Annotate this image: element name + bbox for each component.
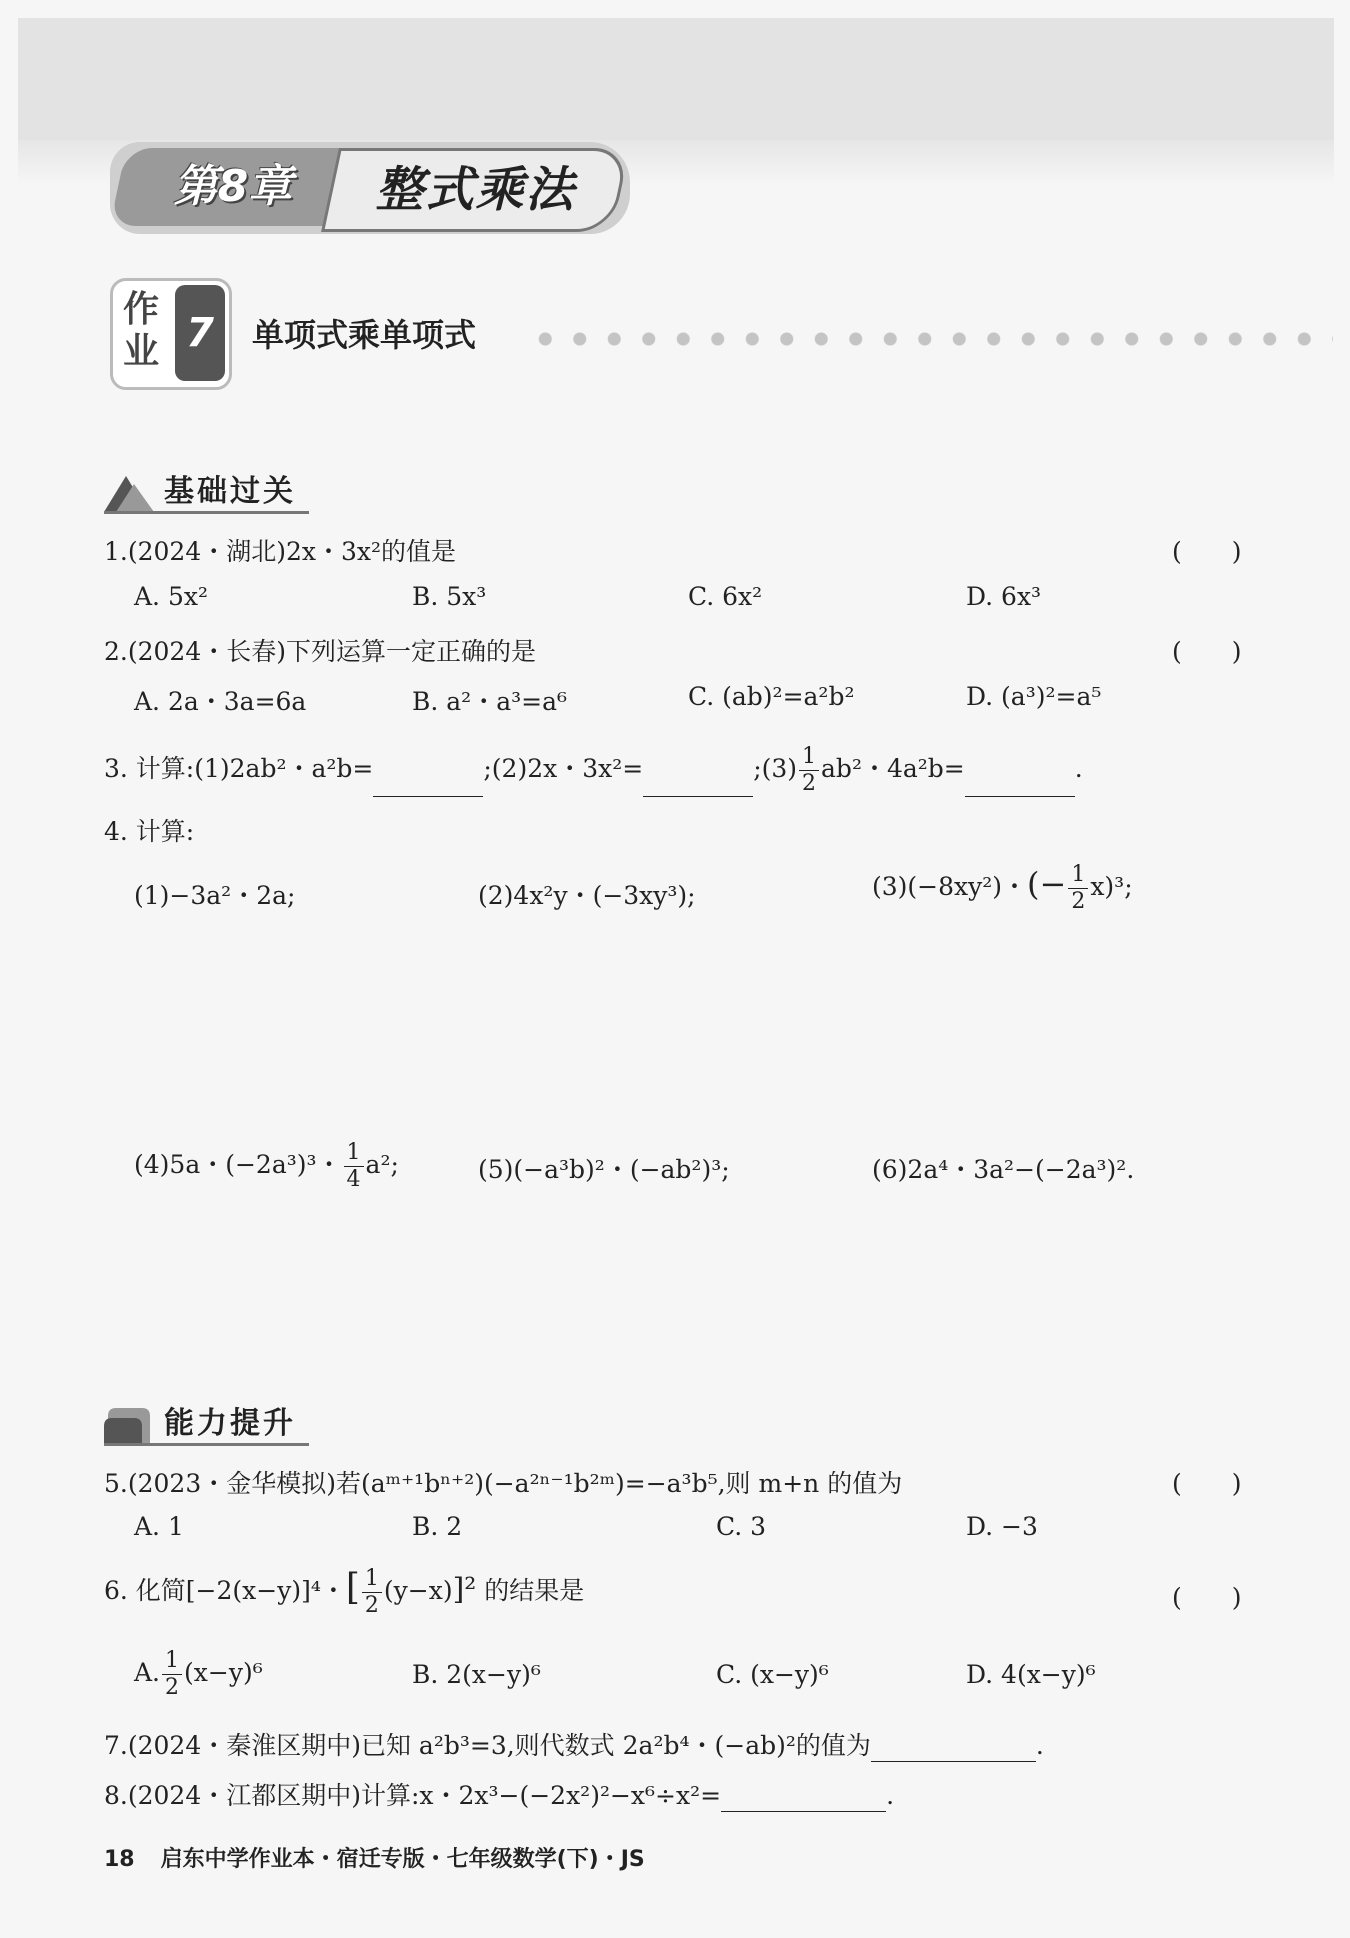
q3-blank-3[interactable]: [965, 796, 1075, 797]
q7-end: .: [1035, 1731, 1044, 1760]
q2-option-a: A. 2a・3a=6a: [134, 687, 307, 716]
lesson-badge: [110, 278, 232, 390]
section-underline: [104, 511, 309, 514]
q4-part4-b: a²;: [365, 1150, 399, 1179]
q3-part1: 3. 计算:(1)2ab²・a²b=: [104, 754, 374, 783]
section-basic-label: 基础过关: [164, 474, 296, 509]
q3-fraction: [799, 744, 819, 797]
q6-option-a: [134, 1648, 263, 1701]
q4-part6: (6)2a⁴・3a²−(−2a³)².: [872, 1155, 1135, 1184]
q7-blank[interactable]: [871, 1761, 1036, 1762]
q6-bracket-open: [: [345, 1567, 360, 1608]
q6-bracket-close: ]²: [452, 1572, 477, 1607]
chapter-title: 整式乘法: [375, 162, 576, 218]
q8-blank[interactable]: [721, 1811, 886, 1812]
q6-stem-b: 的结果是: [476, 1576, 585, 1605]
q4-part3-fraction: [1068, 862, 1088, 915]
q6-answer-paren: ( ): [1172, 1583, 1242, 1612]
q4-part1: (1)−3a²・2a;: [134, 881, 296, 910]
page-footer: [104, 1842, 645, 1873]
q5-option-b: B. 2: [412, 1512, 463, 1541]
section-advanced-header: [104, 1398, 314, 1446]
lesson-number: 7: [175, 285, 225, 381]
q6-stem: [104, 1566, 584, 1619]
q5-option-c: C. 3: [716, 1512, 767, 1541]
q4-part4-a: (4)5a・(−2a³)³・: [134, 1150, 342, 1179]
q1-option-d: D. 6x³: [966, 582, 1042, 611]
q8-end: .: [886, 1781, 895, 1810]
q4-part4-frac-numerator: 1: [344, 1140, 364, 1167]
q5-option-d: D. −3: [966, 1512, 1038, 1541]
q2-option-b: B. a²・a³=a⁶: [412, 687, 567, 716]
q3-part3a: ;(3): [753, 754, 798, 783]
q6-option-a-fraction: [162, 1648, 182, 1701]
q4-part3-a: (3)(−8xy²)・: [872, 872, 1028, 901]
page-number: 18: [104, 1847, 135, 1872]
q6-frac-numerator: 1: [362, 1566, 382, 1593]
q2-option-d: D. (a³)²=a⁵: [966, 682, 1102, 711]
q4-part3-frac-numerator: 1: [1068, 862, 1088, 889]
lesson-prefix: 作业: [123, 289, 160, 372]
q1-option-b: B. 5x³: [412, 582, 487, 611]
q8-stem: 8.(2024・江都区期中)计算:x・2x³−(−2x²)²−x⁶÷x²=: [104, 1781, 722, 1810]
q8-line: [104, 1776, 894, 1812]
q6-option-a-label: A.: [134, 1658, 161, 1687]
q6-option-d: D. 4(x−y)⁶: [966, 1660, 1096, 1689]
q4-part3-frac-denominator: 2: [1071, 889, 1086, 914]
q4-part3-open: (−: [1027, 865, 1067, 903]
q4-part4-frac-denominator: 4: [346, 1167, 361, 1192]
dotted-divider: [528, 332, 1333, 346]
mountain-icon: [104, 470, 154, 512]
q6-option-a-frac-denominator: 2: [165, 1675, 180, 1700]
q4-stem: 4. 计算:: [104, 817, 195, 846]
q3-blank-2[interactable]: [643, 796, 753, 797]
section-underline: [104, 1443, 309, 1446]
stairs-icon: [104, 1402, 154, 1444]
q7-stem: 7.(2024・秦淮区期中)已知 a²b³=3,则代数式 2a²b⁴・(−ab)²的值为: [104, 1731, 871, 1760]
q2-option-c: C. (ab)²=a²b²: [688, 682, 855, 711]
book-title: 启东中学作业本・宿迁专版・七年级数学(下)・JS: [160, 1847, 645, 1872]
q6-option-a-frac-numerator: 1: [162, 1648, 182, 1675]
chapter-label: 第8章: [173, 161, 293, 212]
q5-stem: 5.(2023・金华模拟)若(aᵐ⁺¹bⁿ⁺²)(−a²ⁿ⁻¹b²ᵐ)=−a³b⁵,则 m+n 的值为: [104, 1469, 903, 1498]
q6-fraction: [362, 1566, 382, 1619]
q6-option-b: B. 2(x−y)⁶: [412, 1660, 541, 1689]
section-advanced-label: 能力提升: [164, 1406, 296, 1441]
q7-line: [104, 1726, 1044, 1762]
lesson-title: 单项式乘单项式: [252, 316, 477, 354]
q4-part3: [872, 862, 1133, 915]
q3-end: .: [1074, 754, 1083, 783]
q6-bracket-inner: (y−x): [383, 1576, 453, 1605]
q3-frac-denominator: 2: [802, 771, 817, 796]
q4-part2: (2)4x²y・(−3xy³);: [478, 881, 696, 910]
q2-stem: 2.(2024・长春)下列运算一定正确的是: [104, 637, 536, 666]
q3-blank-1[interactable]: [373, 796, 483, 797]
q1-option-c: C. 6x²: [688, 582, 763, 611]
q4-part4-fraction: [344, 1140, 364, 1193]
q6-stem-a: 6. 化简[−2(x−y)]⁴・: [104, 1576, 346, 1605]
chapter-label-box: [110, 148, 357, 226]
q6-option-c: C. (x−y)⁶: [716, 1660, 829, 1689]
q2-answer-paren: ( ): [1172, 637, 1242, 666]
q3-line: [104, 744, 1083, 797]
q3-part3b: ab²・4a²b=: [821, 754, 965, 783]
q1-answer-paren: ( ): [1172, 537, 1242, 566]
chapter-title-box: [321, 148, 630, 232]
q5-option-a: A. 1: [134, 1512, 184, 1541]
q3-frac-numerator: 1: [799, 744, 819, 771]
section-basic-header: [104, 466, 314, 514]
q1-stem: 1.(2024・湖北)2x・3x²的值是: [104, 537, 457, 566]
q6-option-a-text: (x−y)⁶: [184, 1658, 263, 1687]
q6-frac-denominator: 2: [364, 1593, 379, 1618]
q1-option-a: A. 5x²: [134, 582, 208, 611]
q4-part3-close: x)³;: [1090, 872, 1133, 901]
q4-part5: (5)(−a³b)²・(−ab²)³;: [478, 1155, 730, 1184]
q4-part4: [134, 1140, 399, 1193]
q3-part2: ;(2)2x・3x²=: [483, 754, 644, 783]
q5-answer-paren: ( ): [1172, 1469, 1242, 1498]
